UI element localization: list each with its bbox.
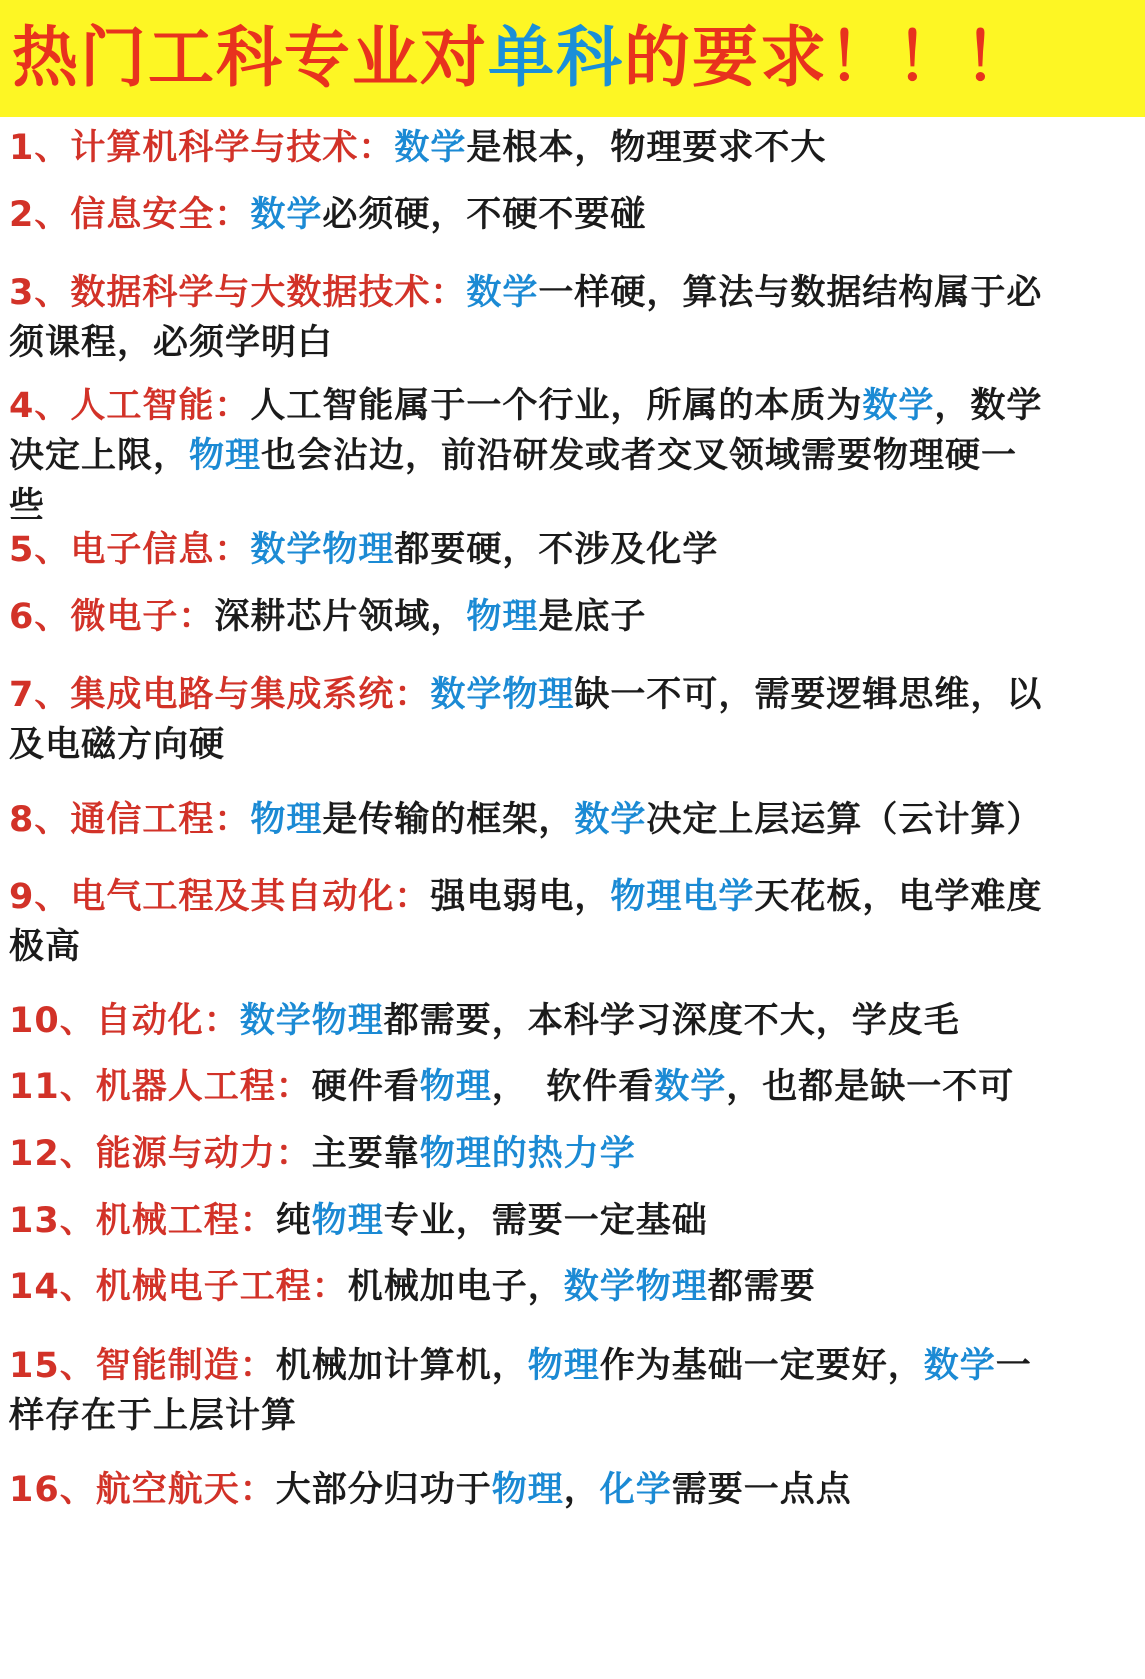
description-text: 主要靠 <box>311 1134 420 1174</box>
subject-highlight: 物理的热力学 <box>419 1134 636 1174</box>
major-item <box>9 1062 1131 1112</box>
item-number: 15、 <box>9 1346 96 1386</box>
description-text: ，数学 <box>934 386 1043 426</box>
subject-highlight: 数学 <box>250 195 323 235</box>
description-text: 作为基础一定要好， <box>599 1346 924 1386</box>
description-text: 也会沾边，前沿研发或者交叉领域需要物理硬一 <box>261 436 1018 476</box>
subject-highlight: 数学 <box>654 1067 727 1107</box>
description-text: 样存在于上层计算 <box>9 1396 298 1436</box>
major-name: 电气工程及其自动化： <box>70 877 431 917</box>
item-number: 10、 <box>9 1001 96 1041</box>
item-number: 14、 <box>9 1267 96 1307</box>
major-item <box>9 1262 1131 1312</box>
subject-highlight: 物理 <box>311 1201 384 1241</box>
subject-highlight: 数学 <box>862 386 935 426</box>
major-name: 电子信息： <box>70 530 251 570</box>
title-part-3: 的要求！！！ <box>624 19 1032 96</box>
subject-highlight: 物理 <box>466 597 539 637</box>
major-name: 信息安全： <box>70 195 251 235</box>
major-item <box>9 670 1131 770</box>
major-name: 自动化： <box>95 1001 240 1041</box>
major-name: 智能制造： <box>95 1346 276 1386</box>
major-name: 机械电子工程： <box>95 1267 348 1307</box>
item-number: 16、 <box>9 1470 96 1510</box>
description-text: 决定上层运算（云计算） <box>646 800 1043 840</box>
major-name: 数据科学与大数据技术： <box>70 273 467 313</box>
major-item <box>9 1341 1131 1441</box>
major-item <box>9 795 1131 845</box>
description-text: 机械加计算机， <box>275 1346 528 1386</box>
item-number: 7、 <box>9 675 71 715</box>
subject-highlight: 物理 <box>527 1346 600 1386</box>
major-name: 航空航天： <box>95 1470 276 1510</box>
item-number: 11、 <box>9 1067 96 1107</box>
title-part-2: 单科 <box>488 19 624 96</box>
item-number: 4、 <box>9 386 71 426</box>
major-name: 人工智能： <box>70 386 251 426</box>
description-text: 深耕芯片领域， <box>214 597 467 637</box>
major-item <box>9 1129 1131 1179</box>
description-text: 决定上限， <box>9 436 190 476</box>
item-number: 12、 <box>9 1134 96 1174</box>
subject-highlight: 物理 <box>189 436 262 476</box>
description-text: 人工智能属于一个行业，所属的本质为 <box>250 386 863 426</box>
description-text: 纯 <box>275 1201 312 1241</box>
major-item <box>9 190 1131 240</box>
description-text: 是传输的框架， <box>322 800 575 840</box>
item-number: 9、 <box>9 877 71 917</box>
description-text: 强电弱电， <box>430 877 611 917</box>
item-number: 5、 <box>9 530 71 570</box>
major-item <box>9 592 1131 642</box>
major-name: 计算机科学与技术： <box>70 128 395 168</box>
description-text: 都要硬，不涉及化学 <box>394 530 719 570</box>
major-name: 机械工程： <box>95 1201 276 1241</box>
subject-highlight: 数学 <box>574 800 647 840</box>
item-number: 1、 <box>9 128 71 168</box>
major-item <box>9 1196 1131 1246</box>
description-text: 是根本，物理要求不大 <box>466 128 827 168</box>
description-text: 一样硬，算法与数据结构属于必 <box>538 273 1043 313</box>
subject-highlight: 物理 <box>250 800 323 840</box>
subject-highlight: 化学 <box>599 1470 672 1510</box>
description-text: 都需要，本科学习深度不大，学皮毛 <box>383 1001 960 1041</box>
major-item <box>9 525 1131 575</box>
description-text: 须课程，必须学明白 <box>9 323 334 363</box>
subject-highlight: 物理 <box>491 1470 564 1510</box>
subject-highlight: 数学物理 <box>430 675 575 715</box>
item-number: 3、 <box>9 273 71 313</box>
description-text: 天花板，电学难度 <box>754 877 1043 917</box>
major-name: 微电子： <box>70 597 215 637</box>
major-name: 通信工程： <box>70 800 251 840</box>
subject-highlight: 数学物理 <box>250 530 395 570</box>
item-number: 6、 <box>9 597 71 637</box>
subject-highlight: 数学 <box>466 273 539 313</box>
item-number: 2、 <box>9 195 71 235</box>
major-item <box>9 1465 1131 1515</box>
description-text: 专业，需要一定基础 <box>383 1201 708 1241</box>
major-name: 集成电路与集成系统： <box>70 675 431 715</box>
description-text: 硬件看 <box>311 1067 420 1107</box>
subject-highlight: 数学物理 <box>239 1001 384 1041</box>
description-text: ， 软件看 <box>491 1067 655 1107</box>
description-text: ，也都是缺一不可 <box>726 1067 1015 1107</box>
description-text: 是底子 <box>538 597 647 637</box>
description-text: 极高 <box>9 927 82 967</box>
description-text: 机械加电子， <box>347 1267 564 1307</box>
description-text: 些 <box>9 486 46 526</box>
item-number: 13、 <box>9 1201 96 1241</box>
description-text: 必须硬，不硬不要碰 <box>322 195 647 235</box>
item-number: 8、 <box>9 800 71 840</box>
major-item <box>9 996 1131 1046</box>
major-item <box>9 268 1131 368</box>
subject-highlight: 数学 <box>923 1346 996 1386</box>
subject-highlight: 数学 <box>394 128 467 168</box>
description-text: ， <box>563 1470 600 1510</box>
description-text: 缺一不可，需要逻辑思维，以 <box>574 675 1043 715</box>
subject-highlight: 物理 <box>419 1067 492 1107</box>
description-text: 大部分归功于 <box>275 1470 492 1510</box>
title-part-1: 热门工科专业对 <box>12 19 488 96</box>
description-text: 都需要 <box>707 1267 816 1307</box>
description-text: 及电磁方向硬 <box>9 725 226 765</box>
major-item <box>9 872 1131 972</box>
major-name: 机器人工程： <box>95 1067 312 1107</box>
major-item <box>9 123 1131 173</box>
description-text: 需要一点点 <box>671 1470 852 1510</box>
description-text: 一 <box>995 1346 1032 1386</box>
major-item <box>9 381 1131 531</box>
major-name: 能源与动力： <box>95 1134 312 1174</box>
subject-highlight: 数学物理 <box>563 1267 708 1307</box>
subject-highlight: 物理电学 <box>610 877 755 917</box>
